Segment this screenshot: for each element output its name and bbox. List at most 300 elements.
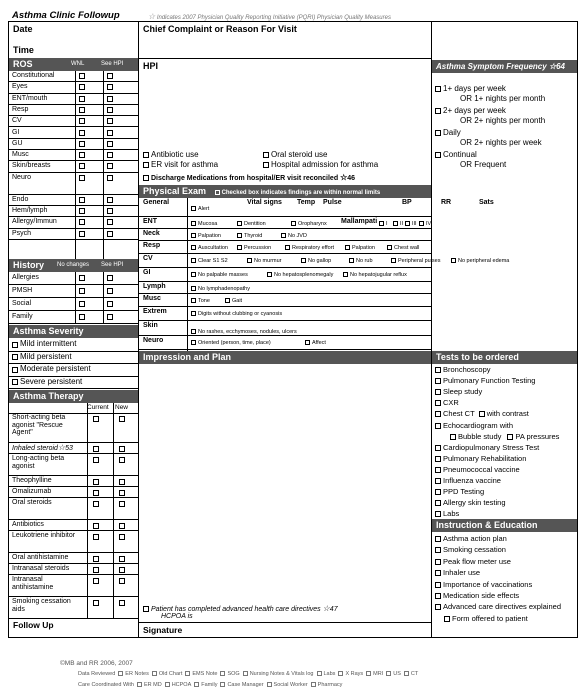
checkbox[interactable] <box>435 378 441 384</box>
footer-item: SOG <box>227 671 240 677</box>
frequency-option[interactable] <box>435 128 461 137</box>
ros-row-label: CV <box>12 117 22 125</box>
checkbox[interactable] <box>247 258 252 263</box>
ros-see-hpi-checkbox[interactable] <box>107 219 113 225</box>
exam-label: ENT <box>143 218 157 225</box>
test-item[interactable] <box>435 487 484 496</box>
ros-see-hpi-checkbox[interactable] <box>107 73 113 79</box>
exam-item-label: Oropharynx <box>298 221 327 227</box>
test-item[interactable] <box>435 365 491 374</box>
test-item[interactable] <box>435 476 501 485</box>
checkbox[interactable] <box>435 445 441 451</box>
checkbox[interactable] <box>435 130 441 136</box>
exam-item-label: Mucosa <box>198 221 218 227</box>
checkbox[interactable] <box>393 221 398 226</box>
follow-up-label: Follow Up <box>13 620 54 630</box>
exam-item-label: Auscultation <box>198 245 228 251</box>
ros-see-hpi-checkbox[interactable] <box>107 152 113 158</box>
checkbox[interactable] <box>435 423 441 429</box>
exam-item-murmur[interactable] <box>247 258 282 264</box>
education-item[interactable] <box>435 545 506 554</box>
checkbox[interactable] <box>191 233 196 238</box>
exam-item-label: Percussion <box>244 245 272 251</box>
education-item[interactable] <box>435 557 511 566</box>
checkbox[interactable] <box>225 298 230 303</box>
history-header: History No changes See HPI <box>9 259 138 272</box>
checkbox[interactable] <box>191 329 196 334</box>
ros-see-hpi-checkbox[interactable] <box>107 163 113 169</box>
checkbox[interactable] <box>12 354 18 360</box>
therapy-row <box>9 498 139 520</box>
therapy-new-checkbox[interactable] <box>119 578 125 584</box>
ros-wnl-checkbox[interactable] <box>79 163 85 169</box>
exam-item-percussion[interactable] <box>237 245 271 251</box>
checkbox[interactable] <box>435 500 441 506</box>
frequency-alt: OR Frequent <box>460 160 507 169</box>
checkbox[interactable] <box>343 272 348 277</box>
test-item[interactable] <box>435 387 482 396</box>
exam-item-pulse <box>323 199 342 206</box>
history-see-hpi-checkbox[interactable] <box>107 288 113 294</box>
severity-row[interactable] <box>9 377 139 390</box>
ros-wnl-checkbox[interactable] <box>79 208 85 214</box>
exam-item-label: No rashes, ecchymoses, nodules, ulcers <box>198 329 297 335</box>
therapy-current-checkbox[interactable] <box>93 446 99 452</box>
ros-wnl-checkbox[interactable] <box>79 152 85 158</box>
exam-item-label: Tone <box>198 298 210 304</box>
therapy-current-checkbox[interactable] <box>93 457 99 463</box>
exam-label: Extrem <box>143 308 167 315</box>
history-row <box>9 311 139 324</box>
therapy-current-checkbox[interactable] <box>93 501 99 507</box>
checkbox[interactable] <box>379 221 384 226</box>
ros-row-label: Hem/lymph <box>12 207 48 214</box>
exam-item-hepato[interactable] <box>267 272 333 278</box>
history-see-hpi-checkbox[interactable] <box>107 314 113 320</box>
exam-item-oriented[interactable] <box>191 340 271 346</box>
therapy-current-checkbox[interactable] <box>93 556 99 562</box>
exam-item-m3[interactable] <box>405 221 417 227</box>
therapy-current-checkbox[interactable] <box>93 578 99 584</box>
checkbox[interactable] <box>191 258 196 263</box>
ros-wnl-checkbox[interactable] <box>79 84 85 90</box>
test-item[interactable] <box>435 498 506 507</box>
history-no-change-checkbox[interactable] <box>79 275 85 281</box>
frequency-option[interactable] <box>435 150 477 159</box>
ros-wnl-checkbox[interactable] <box>79 219 85 225</box>
ros-wnl-checkbox[interactable] <box>79 73 85 79</box>
therapy-label <box>12 444 84 453</box>
ros-wnl-checkbox[interactable] <box>79 118 85 124</box>
ros-row-label: Psych <box>12 229 32 237</box>
checkbox[interactable] <box>435 547 441 553</box>
education-item[interactable] <box>435 591 519 600</box>
footer-item: Family <box>201 682 218 688</box>
column-divider <box>75 71 76 259</box>
checkbox[interactable] <box>194 682 199 687</box>
frequency-option[interactable] <box>435 84 506 93</box>
exam-item-label: No palpable masses <box>198 272 248 278</box>
test-label: Pneumococcal vaccine <box>443 464 520 474</box>
column-divider <box>103 71 104 259</box>
exam-label: Musc <box>143 295 161 302</box>
ros-row <box>9 139 139 150</box>
test-label: Bronchoscopy <box>443 365 491 374</box>
checkbox[interactable] <box>220 671 225 676</box>
ros-row <box>9 128 139 139</box>
checkbox[interactable] <box>12 342 18 348</box>
history-no-change-checkbox[interactable] <box>79 288 85 294</box>
therapy-label: Omalizumab <box>12 488 52 495</box>
exam-label: Skin <box>143 322 158 329</box>
checkbox[interactable] <box>285 245 290 250</box>
therapy-label: Short-acting beta agonist "Rescue Agent" <box>12 414 66 436</box>
history-see-hpi-checkbox[interactable] <box>107 301 113 307</box>
exam-row-extrem <box>139 307 431 321</box>
checkbox[interactable] <box>386 671 391 676</box>
exam-item-label: No hepatojugular reflux <box>350 272 407 278</box>
exam-item-chest_wall[interactable] <box>387 245 419 251</box>
exam-item-lymphadeno[interactable] <box>191 286 250 292</box>
checkbox[interactable] <box>507 434 513 440</box>
ros-wnl-checkbox[interactable] <box>79 130 85 136</box>
footer-item: ER MD <box>143 682 162 688</box>
therapy-row <box>9 553 139 564</box>
ros-see-hpi-checkbox[interactable] <box>107 107 113 113</box>
copyright: ©MB and RR 2006, 2007 <box>60 660 133 667</box>
therapy-new-checkbox[interactable] <box>119 523 125 529</box>
checkbox[interactable] <box>137 682 142 687</box>
checkbox[interactable] <box>404 671 409 676</box>
checkbox[interactable] <box>338 671 343 676</box>
test-item[interactable] <box>435 376 535 385</box>
er-visit-check[interactable]: ER visit for asthma <box>143 160 218 169</box>
checkbox[interactable] <box>243 671 248 676</box>
test-item[interactable] <box>435 398 459 407</box>
checkbox[interactable] <box>435 489 441 495</box>
severity-row[interactable] <box>9 352 139 365</box>
test-label: Influenza vaccine <box>443 476 501 485</box>
bubble-study-label: Bubble study <box>458 431 502 441</box>
checkbox[interactable] <box>291 221 296 226</box>
checkbox[interactable] <box>435 582 441 588</box>
checkbox[interactable] <box>191 340 196 345</box>
checkbox[interactable] <box>191 245 196 250</box>
ros-row-label: Resp <box>12 105 29 113</box>
exam-item-nojvd[interactable] <box>281 233 307 239</box>
checkbox[interactable] <box>479 411 485 417</box>
therapy-current-checkbox[interactable] <box>93 416 99 422</box>
right-column <box>432 22 577 637</box>
education-label: Advanced care directives explained <box>443 602 561 612</box>
test-item[interactable] <box>435 465 520 474</box>
footer-item: MRI <box>373 671 384 677</box>
exam-item-dentition[interactable] <box>237 221 266 227</box>
checkbox[interactable] <box>387 245 392 250</box>
severity-row[interactable] <box>9 364 139 377</box>
checkbox[interactable] <box>12 367 18 373</box>
checkbox[interactable] <box>444 616 450 622</box>
antibiotic-check[interactable]: Antibiotic use <box>143 150 199 159</box>
history-no-change-checkbox[interactable] <box>79 301 85 307</box>
checkbox[interactable] <box>237 233 242 238</box>
checkbox[interactable] <box>435 570 441 576</box>
severity-row[interactable] <box>9 339 139 352</box>
exam-item-palpation[interactable] <box>191 233 221 239</box>
checkbox[interactable] <box>311 682 316 687</box>
exam-item-alert[interactable] <box>191 206 209 212</box>
exam-item-m4[interactable] <box>419 221 431 227</box>
exam-item-mucosa[interactable] <box>191 221 217 227</box>
ros-see-hpi-checkbox[interactable] <box>107 175 113 181</box>
history-no-change-checkbox[interactable] <box>79 314 85 320</box>
exam-item-label: I <box>386 221 388 227</box>
exam-item-rub[interactable] <box>349 258 373 264</box>
therapy-new-checkbox[interactable] <box>119 534 125 540</box>
test-label: Allergy skin testing <box>443 498 506 508</box>
checkbox[interactable] <box>191 286 196 291</box>
footer-item: HCPOA <box>171 682 192 688</box>
checkbox[interactable] <box>305 340 310 345</box>
checkbox[interactable] <box>405 221 410 226</box>
therapy-new-checkbox[interactable] <box>119 556 125 562</box>
checkbox[interactable] <box>435 511 441 517</box>
checkbox[interactable] <box>435 400 441 406</box>
therapy-row <box>9 487 139 498</box>
ros-wnl-checkbox[interactable] <box>79 141 85 147</box>
exam-item-label: No murmur <box>254 258 282 264</box>
ros-see-hpi-checkbox[interactable] <box>107 208 113 214</box>
checkbox[interactable] <box>435 478 441 484</box>
checkbox[interactable] <box>435 559 441 565</box>
form-offered-check[interactable] <box>444 614 528 623</box>
exam-item-resp_effort[interactable] <box>285 245 334 251</box>
exam-item-digits[interactable] <box>191 311 282 317</box>
ros-see-hpi-checkbox[interactable] <box>107 141 113 147</box>
therapy-header: Asthma Therapy <box>9 390 138 403</box>
checkbox[interactable] <box>435 456 441 462</box>
checkbox[interactable] <box>165 682 170 687</box>
checkbox[interactable] <box>191 206 196 211</box>
exam-item-m1[interactable] <box>379 221 388 227</box>
exam-item-gallop[interactable] <box>301 258 331 264</box>
severity-label: Severe persistent <box>20 376 83 386</box>
therapy-label: Long-acting beta agonist <box>12 455 65 470</box>
exam-item-label: RR <box>441 199 452 206</box>
checkbox[interactable] <box>435 411 441 417</box>
exam-row-skin <box>139 321 431 336</box>
ros-row <box>9 82 139 93</box>
checkbox[interactable] <box>152 671 157 676</box>
ros-see-hpi-checkbox[interactable] <box>107 96 113 102</box>
checkbox[interactable] <box>267 682 272 687</box>
therapy-new-checkbox[interactable] <box>119 490 125 496</box>
therapy-label: Oral antihistamine <box>12 554 69 561</box>
education-item[interactable] <box>435 602 561 611</box>
left-column <box>9 22 139 637</box>
ros-row <box>9 150 139 161</box>
exam-item-temp <box>297 199 315 206</box>
exam-item-m2[interactable] <box>393 221 403 227</box>
footer-item: CT <box>410 671 419 677</box>
ros-wnl-checkbox[interactable] <box>79 175 85 181</box>
physical-exam-header: Physical Exam Checked box indicates findings are within normal limits <box>139 185 431 198</box>
checkbox[interactable] <box>435 367 441 373</box>
therapy-new-checkbox[interactable] <box>119 416 125 422</box>
exam-item-tone[interactable] <box>191 298 210 304</box>
therapy-current-checkbox[interactable] <box>93 479 99 485</box>
ros-see-hpi-checkbox[interactable] <box>107 118 113 124</box>
therapy-row <box>9 564 139 575</box>
checkbox[interactable] <box>345 245 350 250</box>
checkbox[interactable] <box>185 671 190 676</box>
checkbox[interactable] <box>450 434 456 440</box>
checkbox[interactable] <box>391 258 396 263</box>
history-see-hpi-checkbox[interactable] <box>107 275 113 281</box>
history-row <box>9 285 139 298</box>
checkbox[interactable] <box>237 245 242 250</box>
checkbox[interactable] <box>118 671 123 676</box>
therapy-current-checkbox[interactable] <box>93 600 99 606</box>
therapy-label: Intranasal steroids <box>12 565 70 572</box>
date-label: Date <box>13 24 33 34</box>
ros-see-hpi-checkbox[interactable] <box>107 231 113 237</box>
ros-row <box>9 94 139 105</box>
exam-item-rashes[interactable] <box>191 329 297 335</box>
test-item[interactable] <box>435 409 529 418</box>
exam-label: Lymph <box>143 283 166 290</box>
ros-row-label: Allergy/Immun <box>12 218 57 226</box>
exam-item-label: Alert <box>198 206 210 212</box>
therapy-new-checkbox[interactable] <box>119 457 125 463</box>
therapy-new-checkbox[interactable] <box>119 567 125 573</box>
exam-item-label: BP <box>402 199 412 206</box>
therapy-current-checkbox[interactable] <box>93 534 99 540</box>
frequency-option[interactable] <box>435 106 506 115</box>
ros-wnl-checkbox[interactable] <box>79 197 85 203</box>
checkbox[interactable] <box>435 389 441 395</box>
test-label: Echocardiogram with <box>443 420 514 430</box>
exam-item-label: Thyroid <box>244 233 263 239</box>
hospital-admission-check[interactable]: Hospital admission for asthma <box>263 160 378 169</box>
footer-item: ER Notes <box>125 671 149 677</box>
exam-item-thyroid[interactable] <box>237 233 262 239</box>
discharge-check[interactable]: Discharge Medications from hospital/ER visit reconciled ☆46 <box>143 173 355 182</box>
test-item[interactable] <box>435 443 539 452</box>
exam-item-auscultation[interactable] <box>191 245 228 251</box>
education-item[interactable] <box>435 534 507 543</box>
test-item[interactable] <box>435 421 513 430</box>
exam-item-hepatojug[interactable] <box>343 272 407 278</box>
checkbox[interactable] <box>301 258 306 263</box>
ros-wnl-checkbox[interactable] <box>79 107 85 113</box>
checkbox[interactable] <box>419 221 424 226</box>
ros-see-hpi-checkbox[interactable] <box>107 130 113 136</box>
education-item[interactable] <box>435 580 532 589</box>
therapy-new-checkbox[interactable] <box>119 501 125 507</box>
checkbox[interactable] <box>191 272 196 277</box>
history-row-label: Social <box>12 300 32 307</box>
exam-item-palpable[interactable] <box>191 272 248 278</box>
therapy-label-text: Inhaled steroid <box>12 445 58 452</box>
therapy-new-checkbox[interactable] <box>119 479 125 485</box>
ros-wnl-checkbox[interactable] <box>79 231 85 237</box>
oral-steroid-check[interactable]: Oral steroid use <box>263 150 327 159</box>
exam-item-gait[interactable] <box>225 298 242 304</box>
test-item[interactable] <box>435 454 526 463</box>
test-label: Labs <box>443 509 460 519</box>
therapy-current-checkbox[interactable] <box>93 523 99 529</box>
ros-see-hpi-checkbox[interactable] <box>107 197 113 203</box>
ros-row-label: GI <box>12 128 20 136</box>
frequency-label: Continual <box>443 150 477 159</box>
exam-item-affect[interactable] <box>305 340 326 346</box>
checkbox[interactable] <box>435 108 441 114</box>
row-divider <box>9 413 138 414</box>
checkbox[interactable] <box>435 467 441 473</box>
checkbox[interactable] <box>191 311 196 316</box>
exam-item-oropharynx[interactable] <box>291 221 327 227</box>
exam-item-label: Palpation <box>352 245 375 251</box>
education-item[interactable] <box>435 568 480 577</box>
therapy-row <box>9 575 139 597</box>
star-icon: ☆ <box>148 12 156 21</box>
column-divider <box>75 272 76 324</box>
ros-wnl-checkbox[interactable] <box>79 96 85 102</box>
checkbox[interactable] <box>366 671 371 676</box>
therapy-new-checkbox[interactable] <box>119 600 125 606</box>
checkbox[interactable] <box>435 604 441 610</box>
checkbox[interactable] <box>317 671 322 676</box>
checkbox[interactable] <box>435 536 441 542</box>
exam-item-label: III <box>412 221 417 227</box>
star-icon: ☆ <box>548 62 557 71</box>
test-item[interactable] <box>435 509 459 518</box>
checkbox[interactable] <box>435 152 441 158</box>
checkbox[interactable] <box>267 272 272 277</box>
exam-label: General <box>143 199 170 206</box>
exam-item-s1s2[interactable] <box>191 258 228 264</box>
ros-see-hpi-checkbox[interactable] <box>107 84 113 90</box>
exam-item-label: Gait <box>232 298 243 304</box>
exam-item-label: Dentition <box>244 221 266 227</box>
checkbox[interactable] <box>435 593 441 599</box>
time-label: Time <box>13 45 34 55</box>
directives-check[interactable]: Patient has completed advanced health care directives ☆47 <box>143 604 338 613</box>
exam-item-palpation2[interactable] <box>345 245 375 251</box>
signature-label: Signature <box>143 625 183 635</box>
checkbox[interactable] <box>237 221 242 226</box>
checkbox[interactable] <box>191 221 196 226</box>
checkbox[interactable] <box>12 379 18 385</box>
checkbox[interactable] <box>191 298 196 303</box>
footer-item: Case Manager <box>227 682 264 688</box>
star-icon: ☆ <box>322 604 330 613</box>
checkbox[interactable] <box>349 258 354 263</box>
therapy-new-checkbox[interactable] <box>119 446 125 452</box>
education-label: Inhaler use <box>443 568 481 578</box>
therapy-current-checkbox[interactable] <box>93 490 99 496</box>
hpi-label: HPI <box>143 61 159 71</box>
checkbox[interactable] <box>435 86 441 92</box>
measure-number: 53 <box>65 445 73 452</box>
checkbox[interactable] <box>220 682 225 687</box>
ros-row-label: Endo <box>12 195 29 203</box>
exam-row-neuro <box>139 336 431 350</box>
therapy-current-checkbox[interactable] <box>93 567 99 573</box>
checkbox[interactable] <box>281 233 286 238</box>
footer-item: Old Chart <box>158 671 183 677</box>
